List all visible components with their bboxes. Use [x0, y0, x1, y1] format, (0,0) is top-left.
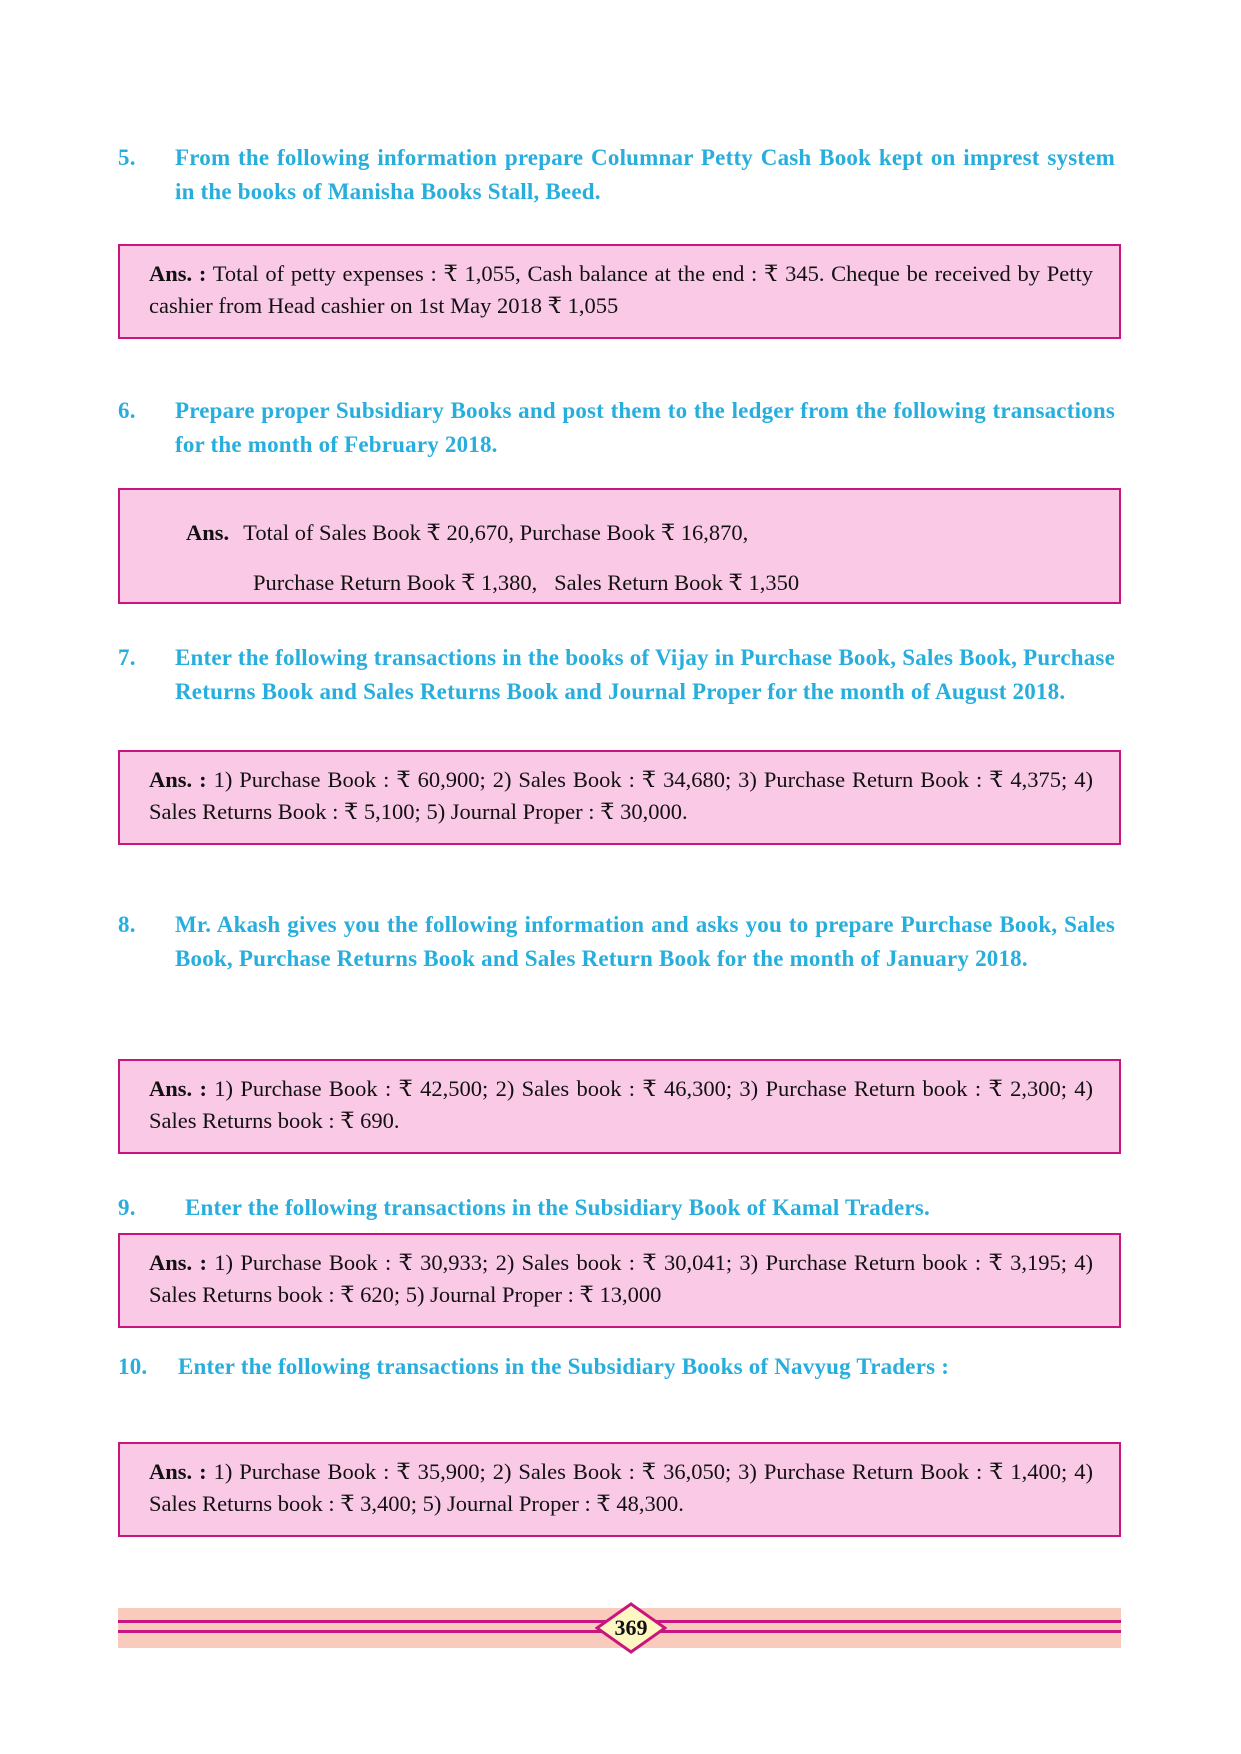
- answer-text: Total of Sales Book ₹ 20,670, Purchase Book ₹ 16,870,: [243, 520, 749, 545]
- question-number: 6.: [118, 398, 136, 423]
- answer-text: Total of petty expenses : ₹ 1,055, Cash balance at the end : ₹ 345. Cheque be received by Petty cashier from Head cashier on 1st May 2018 ₹ 1,055: [149, 261, 1093, 318]
- answer-label: Ans. :: [149, 261, 207, 286]
- answer-text: 1) Purchase Book : ₹ 42,500; 2) Sales book : ₹ 46,300; 3) Purchase Return book : ₹ 2,300; 4) Sales Returns book : ₹ 690.: [149, 1076, 1094, 1133]
- question-text: Enter the following transactions in the Subsidiary Book of Kamal Traders.: [185, 1195, 930, 1220]
- question-number: 9.: [118, 1195, 136, 1220]
- answer-label: Ans. :: [149, 1250, 207, 1275]
- question-number: 5.: [118, 145, 136, 170]
- question-8: [118, 908, 1115, 976]
- answer-label: Ans. :: [149, 1076, 207, 1101]
- question-7: [118, 641, 1115, 709]
- answer-label: Ans. :: [149, 1459, 207, 1484]
- answer-box-7: [118, 750, 1121, 845]
- answer-box-6: [118, 488, 1121, 604]
- question-6: [118, 394, 1115, 462]
- page-number: 369: [614, 1615, 648, 1640]
- question-text: Enter the following transactions in the books of Vijay in Purchase Book, Sales Book, Purchase Returns Book and Sales Returns Book and Journal Proper for the month of August 2018.: [175, 645, 1115, 704]
- answer-box-8: [118, 1059, 1121, 1154]
- question-10: [118, 1350, 1115, 1384]
- answer-box-10: [118, 1442, 1121, 1537]
- answer-text: 1) Purchase Book : ₹ 60,900; 2) Sales Book : ₹ 34,680; 3) Purchase Return Book : ₹ 4,375; 4) Sales Returns Book : ₹ 5,100; 5) Journal Proper : ₹ 30,000.: [149, 767, 1094, 824]
- page-footer: [118, 1608, 1121, 1648]
- answer-line-1: [186, 508, 1099, 558]
- question-text: Mr. Akash gives you the following information and asks you to prepare Purchase Book, Sales Book, Purchase Returns Book and Sales Return Book for the month of January 2018.: [175, 912, 1115, 971]
- question-number: 10.: [118, 1354, 148, 1379]
- question-number: 7.: [118, 645, 136, 670]
- answer-text: 1) Purchase Book : ₹ 30,933; 2) Sales book : ₹ 30,041; 3) Purchase Return book : ₹ 3,195; 4) Sales Returns book : ₹ 620; 5) Journal Proper : ₹ 13,000: [149, 1250, 1094, 1307]
- question-text: Prepare proper Subsidiary Books and post them to the ledger from the following transactions for the month of February 2018.: [175, 398, 1115, 457]
- answer-text: 1) Purchase Book : ₹ 35,900; 2) Sales Book : ₹ 36,050; 3) Purchase Return Book : ₹ 1,400; 4) Sales Returns book : ₹ 3,400; 5) Journal Proper : ₹ 48,300.: [149, 1459, 1094, 1516]
- question-text: From the following information prepare Columnar Petty Cash Book kept on imprest system in the books of Manisha Books Stall, Beed.: [175, 145, 1115, 204]
- answer-box-5: [118, 244, 1121, 339]
- answer-box-9: [118, 1233, 1121, 1328]
- question-number: 8.: [118, 912, 136, 937]
- question-text: Enter the following transactions in the Subsidiary Books of Navyug Traders :: [178, 1354, 950, 1379]
- answer-line-2: Purchase Return Book ₹ 1,380, Sales Return Book ₹ 1,350: [253, 570, 800, 595]
- question-5: [118, 141, 1115, 209]
- answer-label: Ans.: [186, 520, 230, 545]
- answer-label: Ans. :: [149, 767, 207, 792]
- question-9: [118, 1191, 1115, 1225]
